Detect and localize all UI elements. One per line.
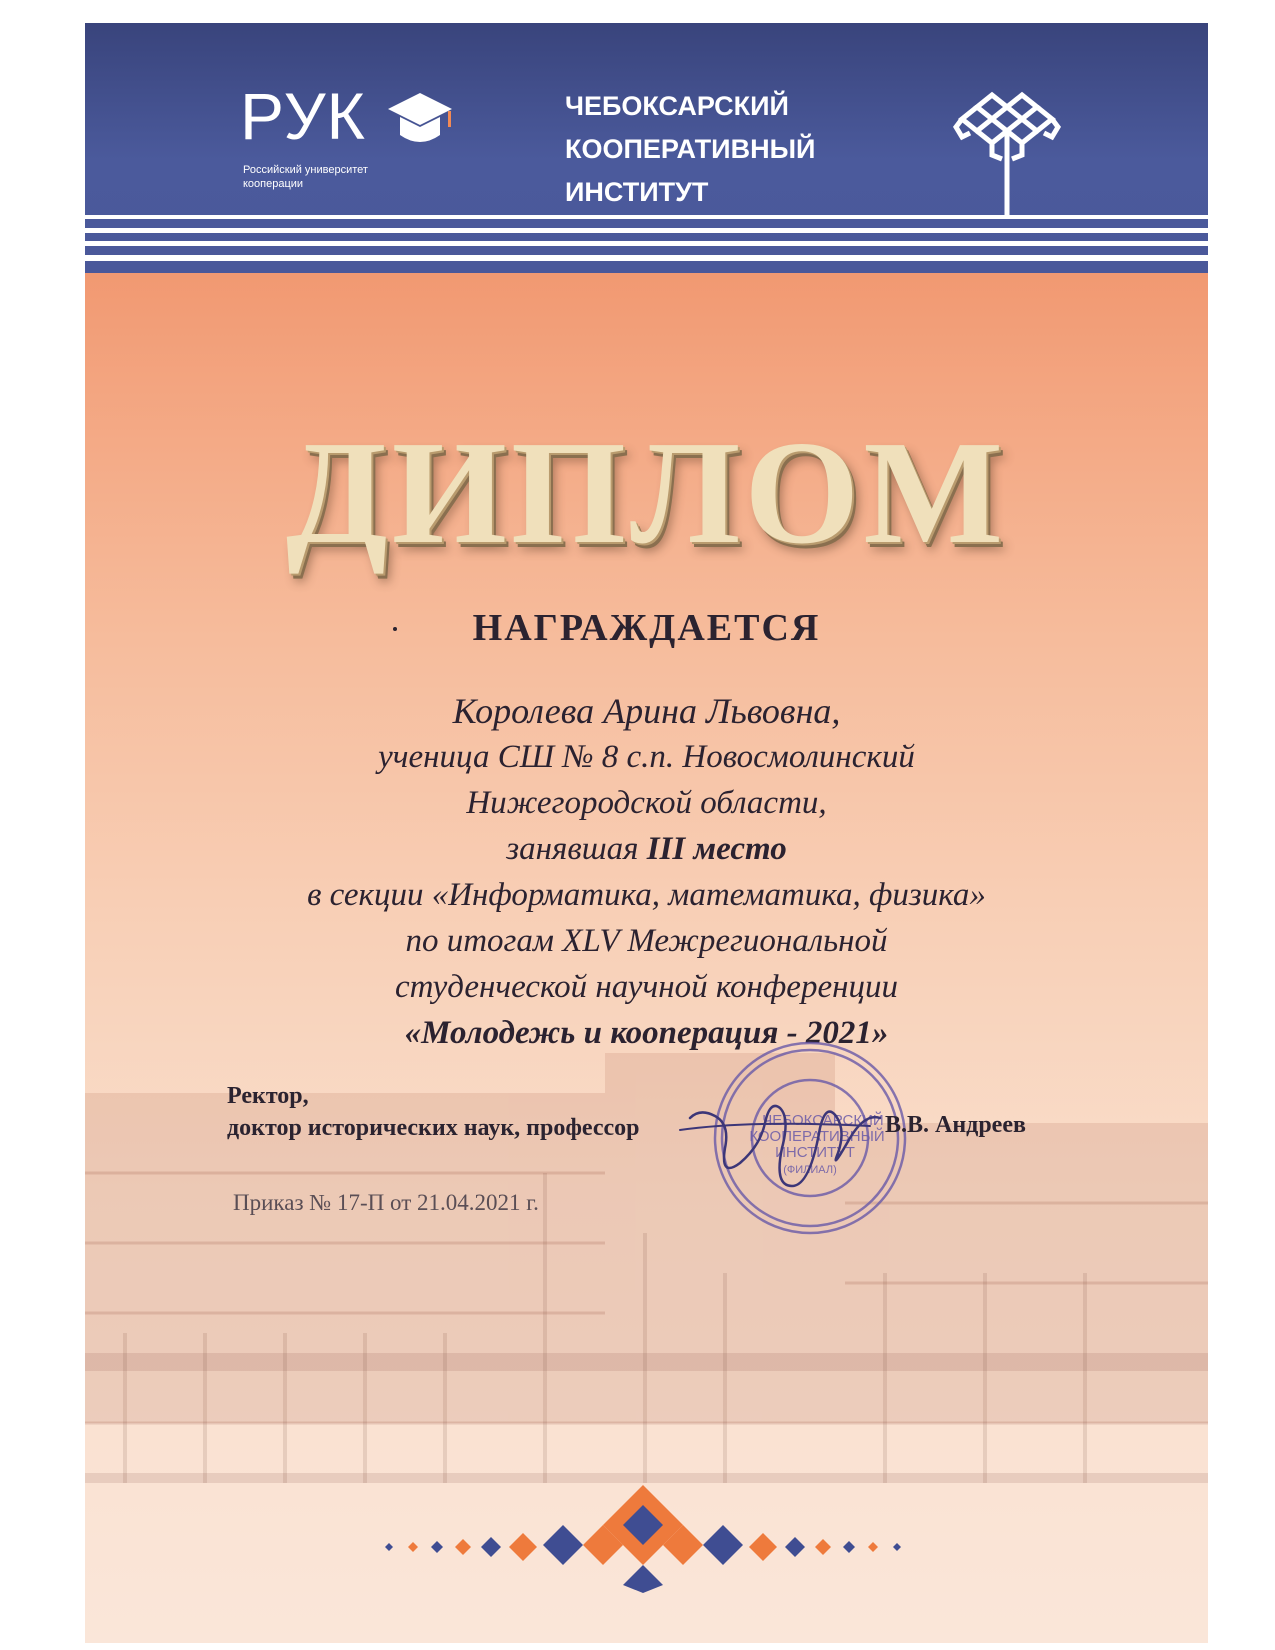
stamp-line-1: ЧЕБОКСАРСКИЙ (762, 1112, 884, 1129)
recipient-school: ученица СШ № 8 с.п. Новосмолинский (378, 739, 915, 775)
section-line: в секции «Информатика, математика, физика» (307, 877, 986, 913)
diploma-title: ДИПЛОМ (285, 411, 1008, 575)
conference-name: «Молодежь и кооперация - 2021» (404, 1015, 889, 1051)
stamp-line-4: (ФИЛИАЛ) (783, 1164, 837, 1176)
stamp-line-3: ИНСТИТУТ (775, 1144, 855, 1161)
order-reference: Приказ № 17-П от 21.04.2021 г. (233, 1190, 539, 1215)
stamp-line-2: КООПЕРАТИВНЫЙ (749, 1128, 885, 1145)
header-stripe-4 (85, 255, 1208, 261)
institute-name (565, 85, 865, 214)
signatory-role (227, 1080, 640, 1144)
header-stripe-3 (85, 241, 1208, 246)
role-line-2: доктор исторических наук, профессор (227, 1115, 640, 1141)
graduation-cap-icon (386, 87, 456, 153)
header-band (85, 23, 1208, 273)
institute-line-1: ЧЕБОКСАРСКИЙ (565, 91, 789, 121)
handwritten-signature (670, 1068, 890, 1208)
recipient-region: Нижегородской области, (466, 785, 827, 821)
institute-line-3: ИНСТИТУТ (565, 177, 709, 207)
place-line (85, 826, 1208, 872)
diploma-sheet (85, 23, 1208, 1643)
place-prefix: занявшая (506, 831, 647, 867)
ruk-subtitle-line-2: кооперации (243, 178, 304, 190)
conference-line-1: по итогам XLV Межрегиональной (405, 923, 888, 959)
recipient-name: Королева Арина Львовна, (452, 691, 841, 731)
ruk-subtitle-line-1: Российский университет (243, 164, 368, 176)
awarded-heading: НАГРАЖДАЕТСЯ (472, 607, 821, 649)
ruk-logo-subtitle (243, 163, 433, 191)
conference-line-2: студенческой научной конференции (395, 969, 898, 1005)
institute-line-2: КООПЕРАТИВНЫЙ (565, 134, 816, 164)
header-stripe-2 (85, 228, 1208, 233)
header-stripe-1 (85, 215, 1208, 219)
role-line-1: Ректор, (227, 1083, 309, 1109)
award-text (85, 688, 1208, 1056)
ruk-logo-text: РУК (240, 79, 366, 153)
chuvash-tree-ornament-icon (952, 87, 1062, 217)
signer-name: В.В. Андреев (885, 1112, 1026, 1138)
place-value: III место (646, 831, 787, 867)
footer-diamond-ornament (353, 1483, 933, 1593)
